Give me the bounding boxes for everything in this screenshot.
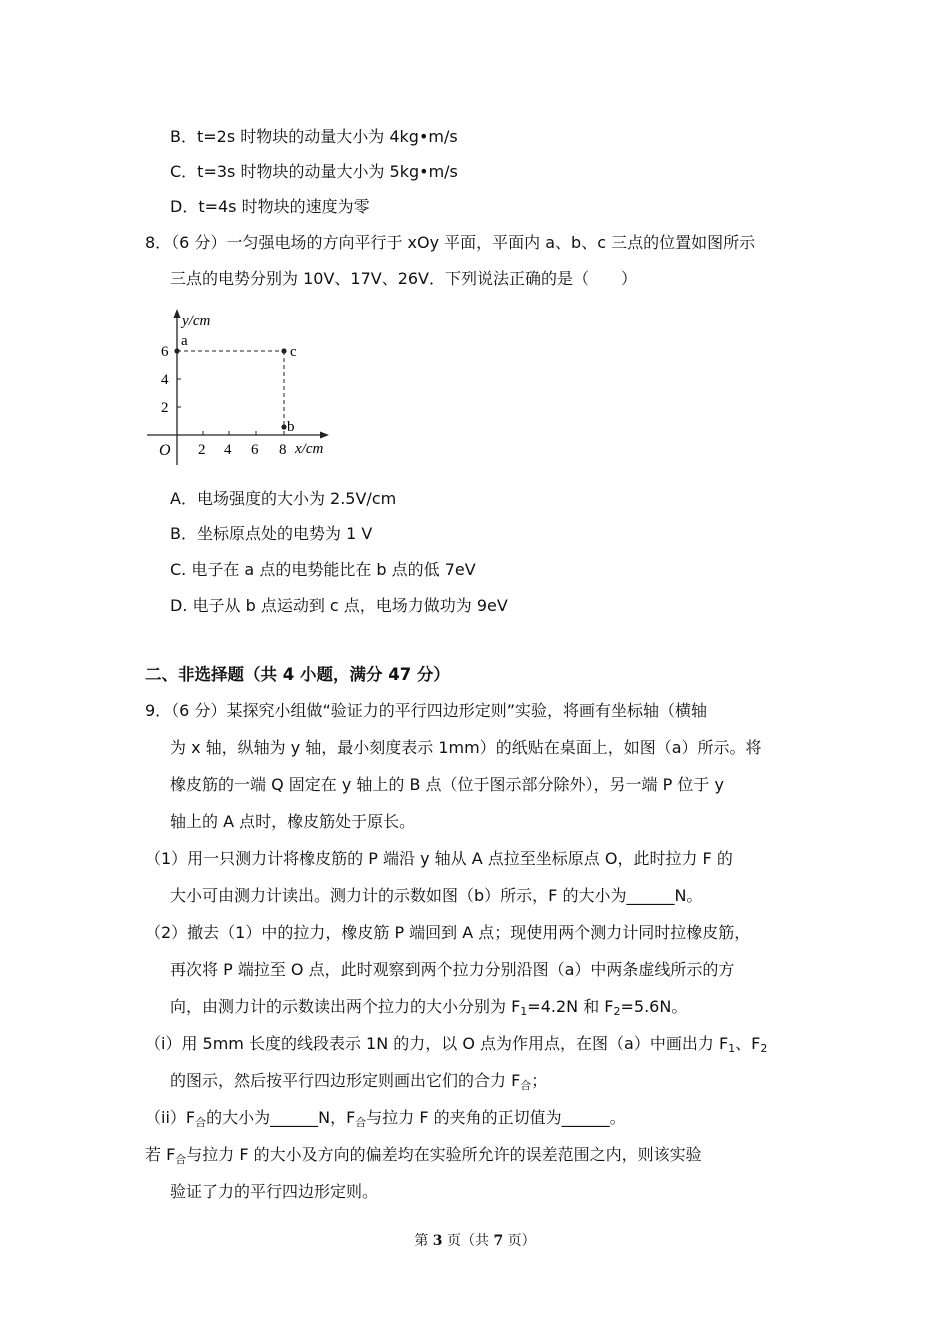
q9-part-i-line2: 的图示，然后按平行四边形定则画出它们的合力 $F_合$； (170, 1071, 548, 1092)
q9-stem-line3: 橡皮筋的一端 Q 固定在 y 轴上的 B 点（位于图示部分除外），另一端 P 位于 y (170, 775, 724, 794)
q9-part-i-line1: （i）用 5mm 长度的线段表示 1N 的力，以 O 点为作用点，在图（a）中画出力 $F_1$、$F_2$ (145, 1034, 768, 1055)
q9-part2-line2: 再次将 P 端拉至 O 点，此时观察到两个拉力分别沿图（a）中两条虚线所示的方 (170, 960, 735, 979)
q9-conclusion-line1: 若 $F_合$与拉力 F 的大小及方向的偏差均在实验所允许的误差范围之内，则该实验 (145, 1145, 702, 1166)
x-tick-label-4: 4 (224, 442, 232, 458)
q8-option-a: A．电场强度的大小为 2.5V/cm (170, 489, 397, 508)
point-a-label: a (181, 333, 188, 349)
q8-option-d: D. 电子从 b 点运动到 c 点，电场力做功为 9eV (170, 596, 508, 615)
q9-stem-line4: 轴上的 A 点时，橡皮筋处于原长。 (170, 812, 416, 831)
q9-stem-line2: 为 x 轴，纵轴为 y 轴，最小刻度表示 1mm）的纸贴在桌面上，如图（a）所示。将 (170, 738, 762, 757)
page-number: 3 (432, 1233, 443, 1249)
q9-conclusion-line2: 验证了力的平行四边形定则。 (170, 1182, 379, 1201)
q9-part2-line1: （2）撤去（1）中的拉力，橡皮筋 P 端回到 A 点；现使用两个测力计同时拉橡皮筋， (145, 923, 751, 942)
x-axis-arrow (320, 432, 329, 439)
q9-stem-line1: 9．（6 分）某探究小组做“验证力的平行四边形定则”实验，将画有坐标轴（横轴 (145, 701, 708, 720)
point-b (281, 424, 286, 429)
q8-stem-line2: 三点的电势分别为 10V、17V、26V．下列说法正确的是（ ） (170, 269, 638, 288)
page-footer: 第 3 页（共 7 页） (414, 1233, 536, 1249)
point-a (174, 348, 179, 353)
q9-part1-line2: 大小可由测力计读出。测力计的示数如图（b）所示，F 的大小为______N。 (170, 886, 703, 905)
q9-part-ii: $(ii)F_合$的大小为______N，$F_合$与拉力 F 的夹角的正切值为______。 (145, 1108, 626, 1129)
y-tick-label-6: 6 (161, 344, 169, 360)
point-c-label: c (290, 344, 297, 360)
q8-stem-line1: 8．（6 分）一匀强电场的方向平行于 xOy 平面，平面内 a、b、c 三点的位置如图所示 (145, 233, 756, 252)
x-tick-label-8: 8 (279, 442, 287, 458)
total-pages: 7 (493, 1233, 504, 1249)
q7-option-b: B．t=2s 时物块的动量大小为 4kg•m/s (170, 127, 458, 146)
section2-heading: 二、非选择题（共 4 小题，满分 47 分） (145, 665, 450, 684)
q8-figure (145, 305, 345, 470)
x-tick-label-6: 6 (251, 442, 259, 458)
q9-part1-line1: （1）用一只测力计将橡皮筋的 P 端沿 y 轴从 A 点拉至坐标原点 O，此时拉力 F 的 (145, 849, 733, 868)
y-tick-label-2: 2 (161, 400, 169, 416)
y-axis-label: y/cm (182, 313, 211, 329)
x-axis-label: x/cm (295, 441, 324, 457)
q8-option-b: B．坐标原点处的电势为 1 V (170, 524, 373, 543)
q7-option-d: D．t=4s 时物块的速度为零 (170, 197, 370, 216)
y-tick-label-4: 4 (161, 372, 169, 388)
origin-label: O (159, 442, 171, 459)
y-axis-arrow (174, 309, 181, 318)
point-b-label: b (287, 419, 295, 435)
point-c (281, 348, 286, 353)
q7-option-c: C．t=3s 时物块的动量大小为 5kg•m/s (170, 162, 458, 181)
q9-part2-line3: 向，由测力计的示数读出两个拉力的大小分别为 $F_1=4.2N$ 和 $F_2=5.6N$。 (170, 997, 688, 1018)
q8-option-c: C. 电子在 a 点的电势能比在 b 点的低 7eV (170, 560, 476, 579)
x-tick-label-2: 2 (198, 442, 206, 458)
